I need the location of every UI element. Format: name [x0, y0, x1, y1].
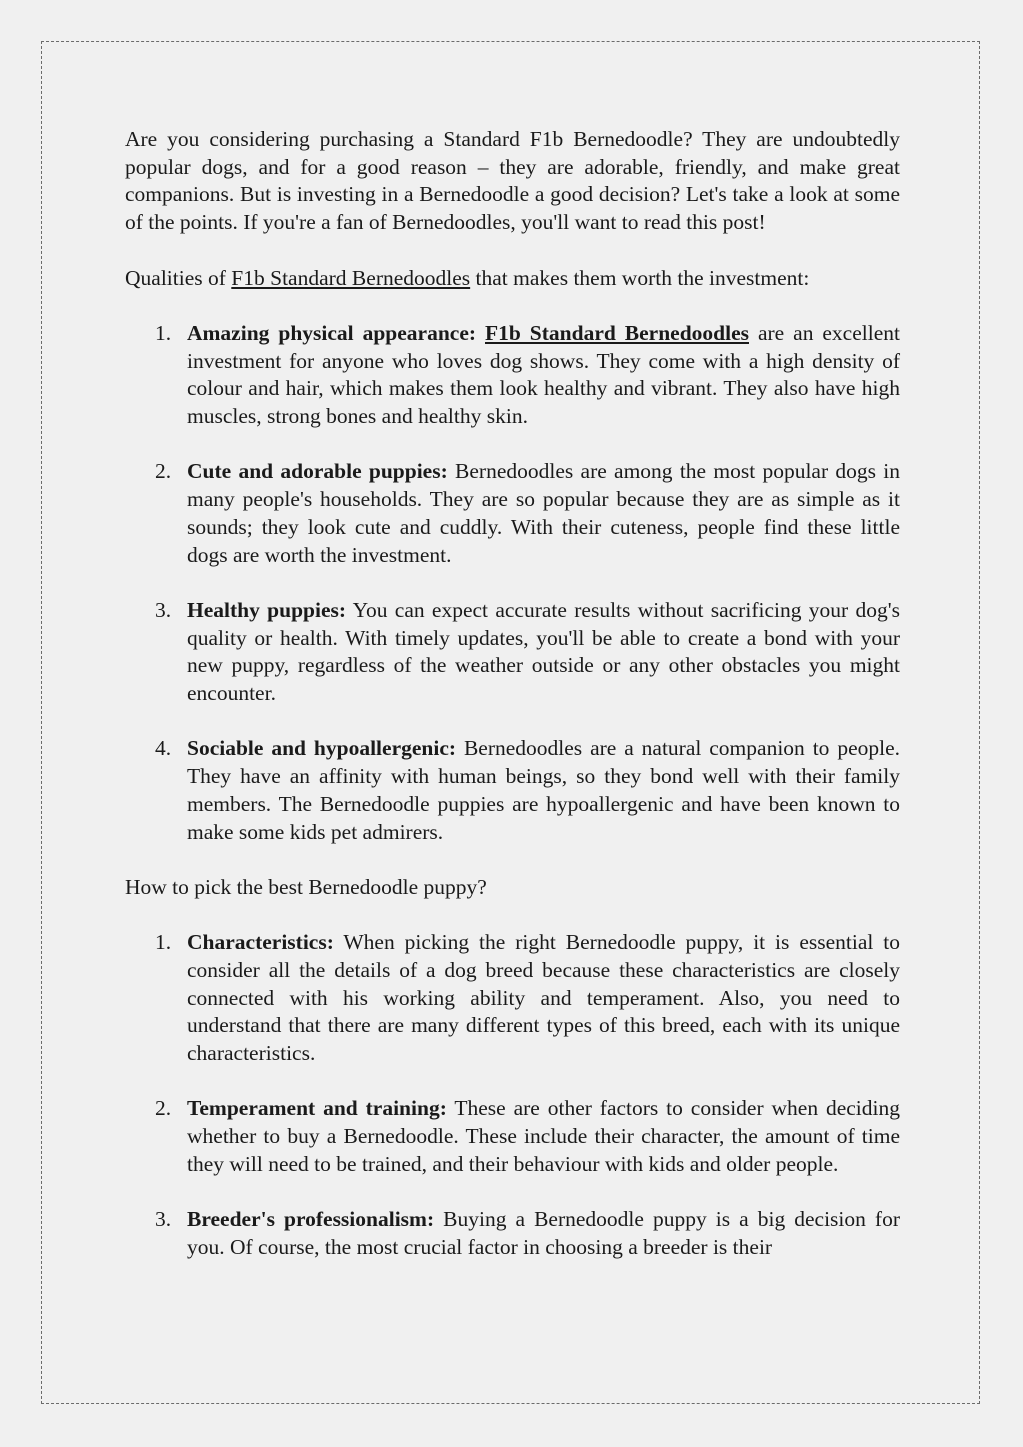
item-text: Buying a Bernedoodle puppy is a big decision for you. Of course, the most crucial factor in choosing a breeder is their [187, 1207, 900, 1259]
list-number: 1. [155, 930, 172, 955]
item-title: Sociable and hypoallergenic: [187, 736, 457, 761]
list-item [125, 320, 900, 431]
item-text: You can expect accurate results without sacrificing your dog's quality or health. With timely updates, you'll be able to create a bond with your new puppy, regardless of the weather outside or any other obstacles you might encounter. [187, 597, 901, 705]
item-title: Cute and adorable puppies: [187, 459, 448, 484]
list-item [125, 929, 900, 1068]
list-number: 3. [155, 597, 172, 622]
item-text: are an excellent investment for anyone who loves dog shows. They come with a high density of colour and hair, which makes them look healthy and vibrant. They also have high muscles, strong bones and healthy skin. [187, 320, 900, 428]
item-text: These are other factors to consider when deciding whether to buy a Bernedoodle. These include their character, the amount of time they will need to be trained, and their behaviour with kids and older people. [187, 1096, 900, 1176]
qualities-heading [125, 265, 900, 293]
list-item [125, 735, 900, 846]
list-number: 1. [155, 320, 172, 345]
pick-heading: How to pick the best Bernedoodle puppy? [125, 874, 487, 899]
list-item [125, 597, 900, 708]
item-title: Amazing physical appearance: [187, 320, 477, 345]
pick-list [125, 929, 900, 1261]
item-title: Healthy puppies: [187, 597, 347, 622]
qualities-heading-before: Qualities of [125, 265, 232, 290]
document-page [41, 41, 980, 1404]
list-number: 2. [155, 459, 172, 484]
item-title: Breeder's professionalism: [187, 1207, 435, 1232]
item-text: Bernedoodles are a natural companion to people. They have an affinity with human beings, so they bond well with their family members. The Bernedoodle puppies are hypoallergenic and have been known to make some kids pet admirers. [187, 736, 901, 844]
f1b-standard-bernedoodles-link[interactable]: F1b Standard Bernedoodles [231, 265, 471, 290]
intro-paragraph: Are you considering purchasing a Standard F1b Bernedoodle? They are undoubtedly popular dogs, and for a good reason – they are adorable, friendly, and make great companions. But is investing in a Bernedoodle a good decision? Let's take a look at some of the points. If you're a fan of Bernedoodles, you'll want to read this post! [125, 127, 900, 235]
list-number: 2. [155, 1096, 172, 1121]
list-item [125, 1206, 900, 1261]
list-item [125, 1095, 900, 1178]
qualities-heading-after: that makes them worth the investment: [470, 265, 810, 290]
item-text: When picking the right Bernedoodle puppy, it is essential to consider all the details of a dog breed because these characteristics are closely connected with his working ability and temperament. Also, you need to understand that there are many different types of this breed, each with its unique characteristics. [187, 930, 900, 1066]
list-number: 3. [155, 1207, 172, 1232]
list-item [125, 458, 900, 569]
article-body [125, 126, 900, 1289]
item-text: Bernedoodles are among the most popular dogs in many people's households. They are so popular because they are as simple as it sounds; they look cute and cuddly. With their cuteness, people find these little dogs are worth the investment. [187, 459, 901, 567]
list-number: 4. [155, 736, 172, 761]
item-title: Temperament and training: [187, 1096, 447, 1121]
item-title: Characteristics: [187, 930, 334, 955]
qualities-list [125, 320, 900, 846]
f1b-standard-bernedoodles-bold-link[interactable]: F1b Standard Bernedoodles [485, 320, 749, 345]
